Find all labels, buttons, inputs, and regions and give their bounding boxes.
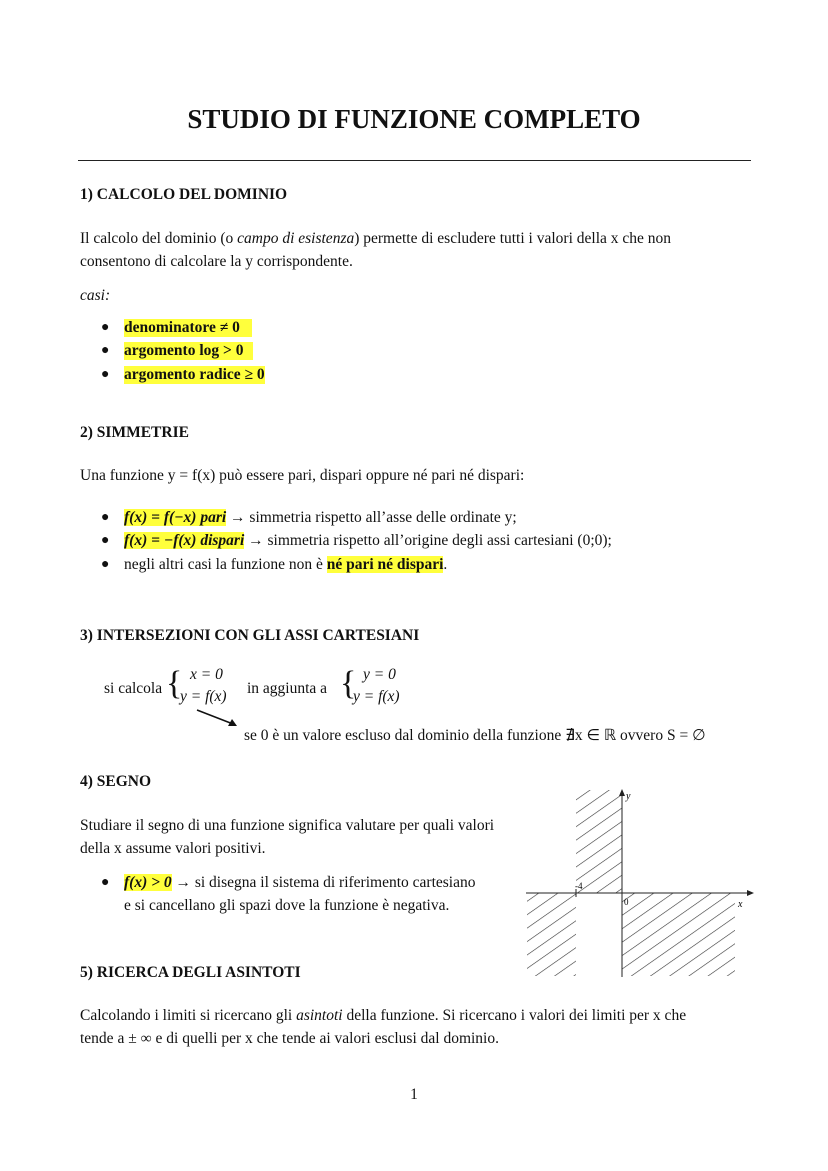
text: Calcolando i limiti si ricercano gli: [80, 1007, 297, 1024]
bullet-icon: ●: [101, 557, 110, 572]
bullet-icon: ●: [101, 510, 110, 525]
equation: y = f(x): [353, 688, 400, 705]
page-title: STUDIO DI FUNZIONE COMPLETO: [187, 104, 641, 134]
text: asintoti: [296, 1007, 343, 1024]
sign-graph: [520, 785, 760, 980]
section-2-heading: 2) SIMMETRIE: [80, 424, 189, 441]
text: negli altri casi la funzione non è: [124, 556, 327, 573]
paragraph: Una funzione y = f(x) può essere pari, dispari oppure né pari né dispari:: [80, 467, 525, 484]
origin-label: 0: [624, 897, 629, 907]
brace-icon: {: [166, 665, 183, 702]
section-1-heading: 1) CALCOLO DEL DOMINIO: [80, 186, 288, 203]
equation: y = f(x): [180, 688, 227, 705]
text: .: [443, 556, 448, 573]
list-item: [124, 509, 517, 527]
highlight: né pari né dispari: [326, 556, 444, 573]
bullet-icon: ●: [101, 343, 110, 358]
section-4-heading: 4) SEGNO: [80, 773, 152, 790]
bullet-icon: ●: [101, 875, 110, 890]
arrow-icon: [195, 708, 240, 730]
highlight: f(x) = −f(x) dispari: [124, 532, 245, 549]
brace-icon: {: [340, 665, 357, 702]
hatched-region: [527, 893, 576, 976]
tick-label: -4: [575, 881, 583, 891]
paragraph: [80, 230, 671, 248]
list-item: [124, 874, 475, 892]
text: Il calcolo del dominio (o: [80, 230, 238, 247]
section-5-heading: 5) RICERCA DEGLI ASINTOTI: [80, 964, 301, 981]
paragraph: della x assume valori positivi.: [80, 840, 266, 857]
page-number: 1: [410, 1086, 418, 1103]
hatched-region: [576, 790, 622, 893]
paragraph: [80, 1007, 686, 1025]
text: in aggiunta a: [247, 680, 328, 697]
bullet-icon: ●: [101, 533, 110, 548]
bullet-icon: ●: [101, 320, 110, 335]
section-3-heading: 3) INTERSEZIONI CON GLI ASSI CARTESIANI: [80, 627, 420, 644]
paragraph: consentono di calcolare la y corrispondente.: [80, 253, 353, 270]
bullet-icon: ●: [101, 367, 110, 382]
title-divider: [78, 160, 751, 161]
equation: y = 0: [363, 666, 396, 683]
text: → simmetria rispetto all’origine degli assi cartesiani (0;0);: [244, 532, 612, 549]
hatched-region: [622, 893, 735, 976]
text: della funzione. Si ricercano i valori dei limiti per x che: [342, 1007, 687, 1024]
x-axis-label: x: [738, 899, 743, 910]
list-item: argomento log > 0: [124, 342, 253, 360]
highlight: f(x) > 0: [124, 874, 172, 891]
list-item: denominatore ≠ 0: [124, 319, 252, 337]
text: → si disegna il sistema di riferimento cartesiano: [171, 874, 476, 891]
list-item-continuation: e si cancellano gli spazi dove la funzione è negativa.: [124, 897, 450, 914]
casi-label: casi:: [80, 287, 111, 304]
list-item: [124, 532, 612, 550]
text: campo di esistenza: [237, 230, 355, 247]
highlight: f(x) = f(−x) pari: [124, 509, 227, 526]
text: ) permette di escludere tutti i valori della x che non: [354, 230, 672, 247]
paragraph: tende a ± ∞ e di quelli per x che tende ai valori esclusi dal dominio.: [80, 1030, 499, 1047]
list-item: argomento radice ≥ 0: [124, 366, 265, 383]
list-item: [124, 556, 447, 574]
note: se 0 è un valore escluso dal dominio della funzione ∄x ∈ ℝ ovvero S = ∅: [244, 727, 706, 744]
text: → simmetria rispetto all’asse delle ordinate y;: [226, 509, 517, 526]
text: si calcola: [104, 680, 163, 697]
paragraph: Studiare il segno di una funzione significa valutare per quali valori: [80, 817, 495, 834]
y-axis-label: y: [626, 791, 631, 802]
equation: x = 0: [190, 666, 223, 683]
